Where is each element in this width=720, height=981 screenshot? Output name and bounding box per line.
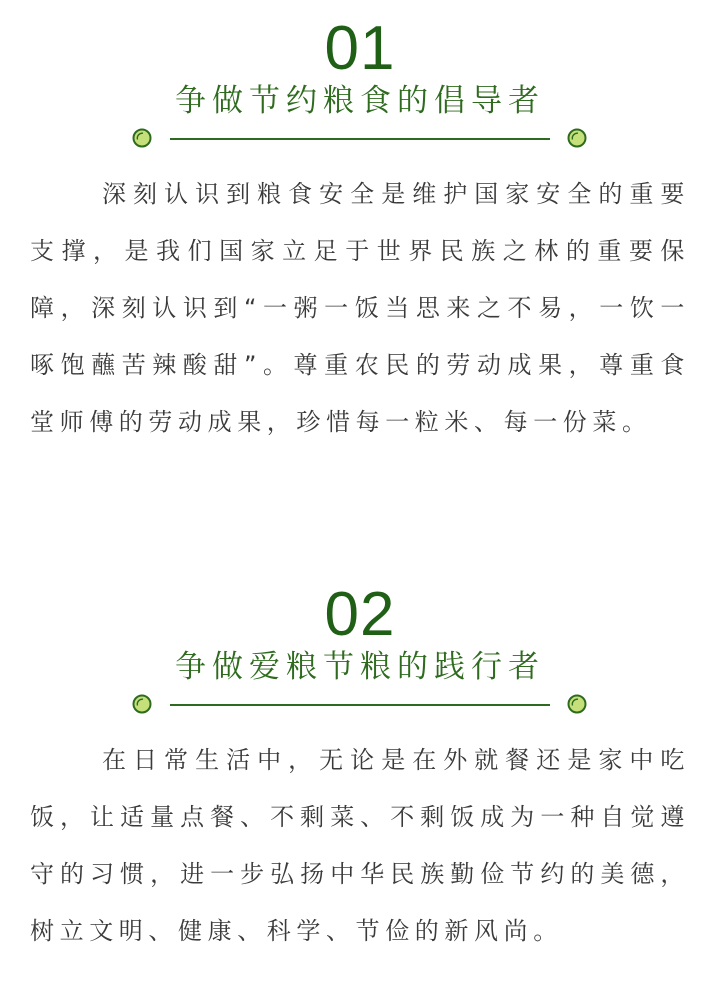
section-2: [0, 580, 720, 945]
section-number: 02: [324, 580, 396, 649]
circle-ornament-icon: [132, 128, 152, 148]
circle-ornament-icon: [567, 694, 587, 714]
title-divider: [0, 122, 720, 148]
section-title: 争做爱粮节粮的践行者: [175, 649, 545, 685]
section-title: 争做节约粮食的倡导者: [175, 83, 545, 119]
circle-ornament-icon: [132, 694, 152, 714]
circle-ornament-icon: [567, 128, 587, 148]
section-paragraph: 深刻认识到粮食安全是维护国家安全的重要支撑，是我们国家立足于世界民族之林的重要保障，深刻认识到“一粥一饭当思来之不易，一饮一啄饱蘸苦辣酸甜”。尊重农民的劳动成果，尊重食堂师傅的劳动成果，珍惜每一粒米、每一份菜。: [30, 180, 690, 436]
section-paragraph: 在日常生活中，无论是在外就餐还是家中吃饭，让适量点餐、不剩菜、不剩饭成为一种自觉遵守的习惯，进一步弘扬中华民族勤俭节约的美德，树立文明、健康、科学、节俭的新风尚。: [30, 746, 690, 945]
section-1: [0, 14, 720, 436]
divider-line: [170, 138, 550, 140]
section-number: 01: [324, 14, 396, 83]
divider-line: [170, 704, 550, 706]
title-divider: [0, 688, 720, 714]
